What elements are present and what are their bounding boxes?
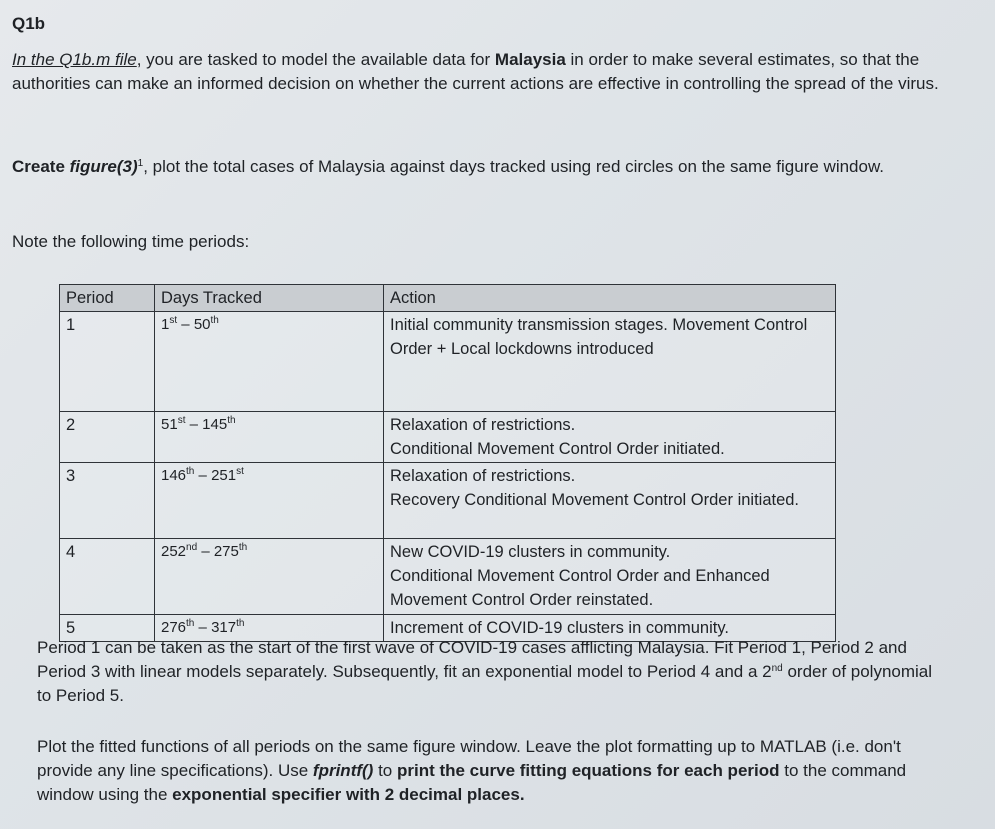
- note-paragraph: Note the following time periods:: [12, 232, 250, 251]
- fit-paragraph: Period 1 can be taken as the start of the first wave of COVID-19 cases afflicting Malaysia. Fit Period 1, Period 2 and Period 3 with linear models separately. Subsequently, fit an exponential model to Period 4 and a 2nd order of polynomial to Period 5.: [37, 638, 933, 705]
- function-name: fprintf(): [312, 761, 374, 780]
- period-cell: 4: [60, 539, 155, 615]
- period-cell: 5: [60, 615, 155, 642]
- table-row: [60, 312, 836, 412]
- header-period: Period: [60, 285, 155, 312]
- intro-paragraph: In the Q1b.m file, you are tasked to model the available data for Malaysia in order to make several estimates, so that the authorities can make an informed decision on whether the current actions are effective in controlling the spread of the virus.: [12, 50, 939, 93]
- table-row: [60, 463, 836, 539]
- action-cell: Initial community transmission stages. Movement Control Order + Local lockdowns introduced: [384, 312, 836, 412]
- table-row: [60, 412, 836, 463]
- time-periods-table: [59, 284, 836, 642]
- question-heading: Q1b: [12, 14, 46, 33]
- period-cell: 3: [60, 463, 155, 539]
- days-cell: 276th – 317th: [155, 615, 384, 642]
- days-cell: 146th – 251st: [155, 463, 384, 539]
- action-cell: Relaxation of restrictions. Conditional Movement Control Order initiated.: [384, 412, 836, 463]
- action-cell: Relaxation of restrictions. Recovery Conditional Movement Control Order initiated.: [384, 463, 836, 539]
- header-action: Action: [384, 285, 836, 312]
- table-header-row: [60, 285, 836, 312]
- table-row: [60, 539, 836, 615]
- action-cell: Increment of COVID-19 clusters in community.: [384, 615, 836, 642]
- header-days-tracked: Days Tracked: [155, 285, 384, 312]
- days-cell: 1st – 50th: [155, 312, 384, 412]
- days-cell: 51st – 145th: [155, 412, 384, 463]
- action-cell: New COVID-19 clusters in community. Conditional Movement Control Order and Enhanced Movement Control Order reinstated.: [384, 539, 836, 615]
- plot-paragraph: Plot the fitted functions of all periods on the same figure window. Leave the plot formatting up to MATLAB (i.e. don't provide any line specifications). Use fprintf() to print the curve fitting equations for each period to the command window using the exponential specifier with 2 decimal places.: [37, 737, 907, 804]
- days-cell: 252nd – 275th: [155, 539, 384, 615]
- footnote-marker: 1: [137, 158, 144, 169]
- period-cell: 1: [60, 312, 155, 412]
- country-name: Malaysia: [494, 50, 566, 69]
- period-cell: 2: [60, 412, 155, 463]
- figure-name: figure(3): [69, 157, 138, 176]
- file-link[interactable]: In the Q1b.m file: [12, 50, 137, 69]
- task-paragraph: Create $figure(3)^1$, plot the total cases of Malaysia against days tracked using red circles on the same figure window.: [12, 157, 885, 176]
